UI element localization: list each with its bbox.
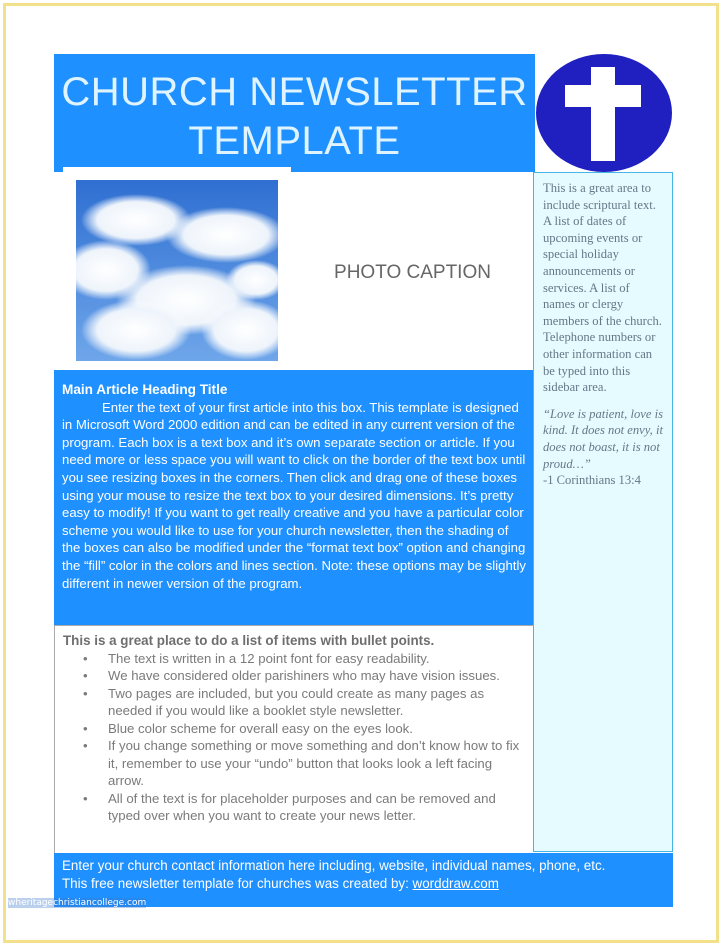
bullet-list-heading: This is a great place to do a list of items with bullet points. xyxy=(63,633,435,648)
newsletter-title xyxy=(54,54,535,166)
bullet-icon: • xyxy=(83,650,88,666)
worddraw-link[interactable]: worddraw.com xyxy=(412,876,499,891)
title-line-1: CHURCH NEWSLETTER xyxy=(61,70,528,114)
list-item xyxy=(63,667,526,685)
bullet-icon: • xyxy=(83,790,88,806)
bullet-icon: • xyxy=(83,685,88,701)
quote-reference: -1 Corinthians 13:4 xyxy=(543,473,641,488)
footer-credit-text: This free newsletter template for churches was created by: xyxy=(62,876,413,891)
quote-text: “Love is patient, love is kind. It does not envy, it does not boast, it is not proud…” xyxy=(543,406,663,471)
sidebar-text: This is a great area to include scriptural text. A list of dates of upcoming events or special holiday announcements or services. A list of names or clergy members of the church. Telephone numbers or other information can be typed into this sidebar area. xyxy=(543,181,662,395)
sidebar xyxy=(533,172,673,852)
list-item-text: Two pages are included, but you could create as many pages as needed if you would like a booklet style newsletter. xyxy=(108,685,485,718)
photo-frame xyxy=(63,167,291,369)
contact-footer xyxy=(54,853,673,907)
list-item xyxy=(63,685,526,720)
list-item-text: The text is written in a 12 point font for easy readability. xyxy=(108,650,430,666)
cross-icon xyxy=(535,53,673,173)
list-item xyxy=(63,737,526,790)
photo-caption: PHOTO CAPTION xyxy=(334,262,491,283)
watermark: wheritagechristiancollege.com xyxy=(8,898,147,908)
list-item xyxy=(63,650,526,668)
bullet-list xyxy=(63,650,526,825)
sidebar-quote xyxy=(543,406,664,489)
bullet-icon: • xyxy=(83,720,88,736)
main-article-heading: Main Article Heading Title xyxy=(62,382,228,397)
bullet-icon: • xyxy=(83,738,88,753)
bullet-list-section xyxy=(54,625,534,853)
list-item-text: We have considered older parishiners who may have vision issues. xyxy=(108,668,500,683)
list-item-text: If you change something or move something and don’t know how to fix it, remember to use your “undo” button that looks look a left facing arrow. xyxy=(108,738,520,788)
main-article xyxy=(54,370,535,625)
sky-clouds-photo xyxy=(76,180,278,361)
main-article-body: Enter the text of your first article into this box. This template is designed in Microsoft Word 2000 edition and can be edited in any current version of the program. Each box is a text box and it’s own separate section or article. If you need more or less space you will want to click on the border of the text box until you see resizing boxes in the corners. Then click and drag one of these boxes using your mouse to resize the text box to your desired dimensions. It’s pretty easy to modify! If you want to get really creative and you have a particular color scheme you would like to use for your church newsletter, then the shading of the boxes can also be modified under the “format text box” option and changing the “fill” color in the colors and lines section. Note: these options may be slightly different in newer version of the program. xyxy=(62,399,526,591)
list-item-text: Blue color scheme for overall easy on the eyes look. xyxy=(108,720,413,736)
list-item-text: All of the text is for placeholder purposes and can be removed and typed over when you want to create your news letter. xyxy=(108,790,496,823)
title-line-2: TEMPLATE xyxy=(188,119,401,163)
newsletter-header xyxy=(54,54,535,172)
bullet-icon: • xyxy=(83,668,88,683)
list-item xyxy=(63,720,526,738)
footer-credit-line xyxy=(62,875,665,893)
footer-contact-line: Enter your church contact information here including, website, individual names, phone, etc. xyxy=(62,858,606,873)
list-item xyxy=(63,790,526,825)
